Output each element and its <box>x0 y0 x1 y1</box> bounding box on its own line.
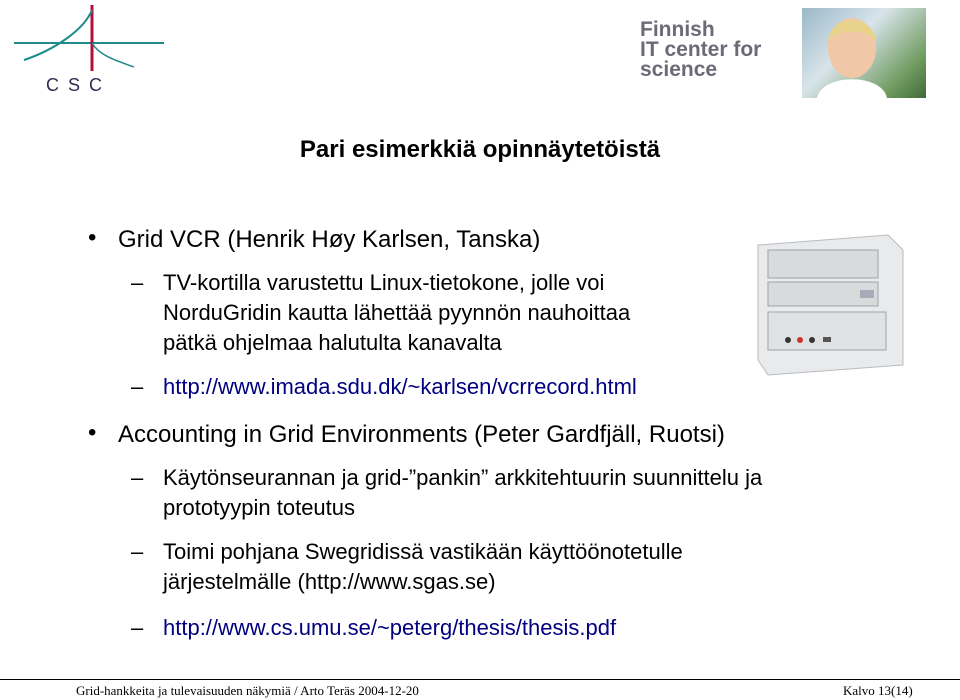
sub-line: Käytönseurannan ja grid-”pankin” arkkitehtuurin suunnittelu ja <box>163 465 763 490</box>
csc-logo-text: CSC <box>46 75 112 95</box>
bullet-item <box>88 419 725 449</box>
sub-item <box>131 268 631 358</box>
org-line-3: science <box>640 58 718 81</box>
thesis-link[interactable]: http://www.cs.umu.se/~peterg/thesis/thesis.pdf <box>163 615 617 640</box>
bullet-text: Accounting in Grid Environments (Peter Gardfjäll, Ruotsi) <box>118 421 725 448</box>
sub-item <box>131 537 683 597</box>
sub-line: Toimi pohjana Swegridissä vastikään käyttöönotetulle <box>163 539 683 564</box>
sub-line: pätkä ohjelmaa halutulta kanavalta <box>163 330 502 355</box>
bullet-dot-icon: • <box>88 419 97 446</box>
sub-line: prototyypin toteutus <box>163 495 356 520</box>
sub-line: järjestelmälle (http://www.sgas.se) <box>163 569 496 594</box>
sub-line: TV-kortilla varustettu Linux-tietokone, jolle voi <box>163 270 605 295</box>
dash-icon: – <box>131 270 144 295</box>
org-line-2: IT center for <box>640 38 762 61</box>
dash-icon: – <box>131 615 144 640</box>
computer-case-image <box>748 230 908 380</box>
sub-item <box>131 463 763 523</box>
dash-icon: – <box>131 374 144 399</box>
dash-icon: – <box>131 539 144 564</box>
sub-line: NorduGridin kautta lähettää pyynnön nauhoittaa <box>163 300 631 325</box>
vcr-link[interactable]: http://www.imada.sdu.dk/~karlsen/vcrrecord.html <box>163 374 637 399</box>
portrait-photo <box>802 8 926 98</box>
sub-item <box>131 613 617 643</box>
slide-title: Pari esimerkkiä opinnäytetöistä <box>299 136 661 163</box>
dash-icon: – <box>131 465 144 490</box>
bullet-item <box>88 224 541 254</box>
sub-item <box>131 372 637 402</box>
bullet-text: Grid VCR (Henrik Høy Karlsen, Tanska) <box>118 226 541 253</box>
footer-left: Grid-hankkeita ja tulevaisuuden näkymiä / Arto Teräs 2004-12-20 <box>76 683 419 698</box>
org-line-1: Finnish <box>640 18 715 41</box>
slide-footer <box>0 679 960 700</box>
org-name <box>640 20 800 80</box>
bullet-dot-icon: • <box>88 224 97 251</box>
slide-number: Kalvo 13(14) <box>843 683 913 698</box>
